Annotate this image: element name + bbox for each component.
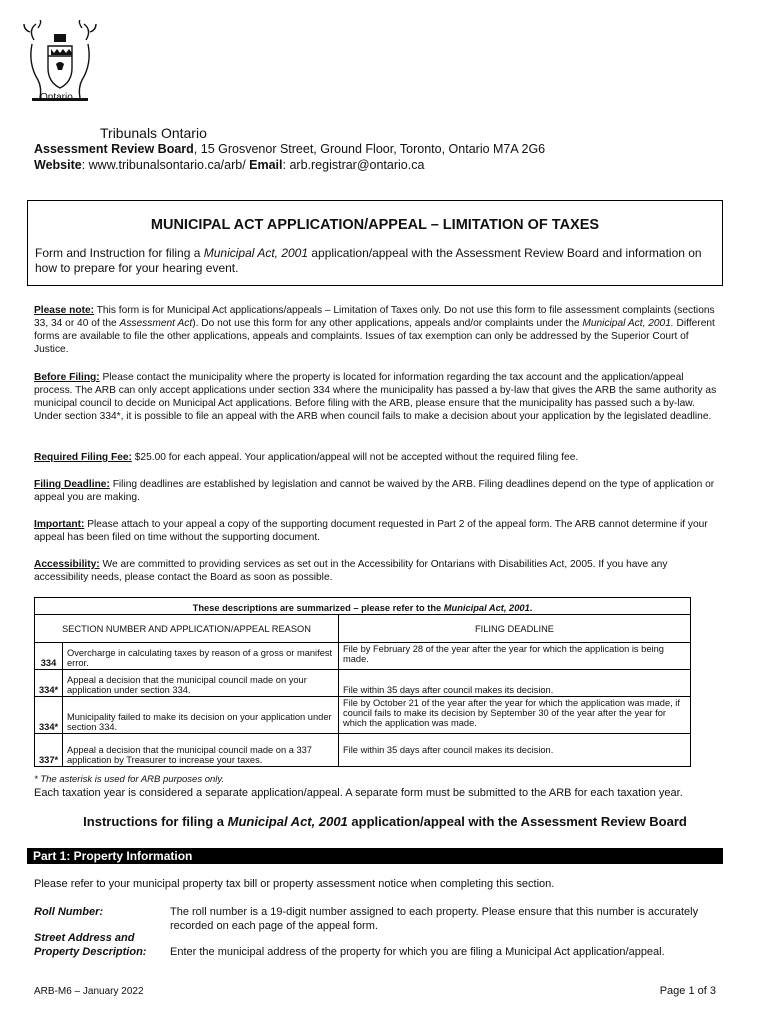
caption-end: . [529, 603, 533, 613]
table-caption-row [35, 598, 691, 615]
document-title: MUNICIPAL ACT APPLICATION/APPEAL – LIMITATION OF TAXES [150, 217, 600, 233]
before-filing-text: Please contact the municipality where the property is located for information regarding the tax account and the application/appeal process. The ARB can only accept applications under section 334 where the municipality has passed a by-law that gives the ARB the same authority as municipal council to decide on Municipal Act applications. Before filing with the ARB, please ensure that the municipality has passed such a by-law. Under section 334*, it is possible to file an appeal with the ARB when council fails to make a decision about your application by the legislated deadline. [34, 372, 717, 422]
table-row [35, 734, 691, 767]
org-name: Tribunals Ontario [100, 125, 207, 141]
important-label: Important: [34, 519, 85, 530]
street-address-description: Enter the municipal address of the property for which you are filing a Municipal Act application/appeal. [170, 946, 665, 958]
column-header-deadline: FILING DEADLINE [339, 615, 691, 643]
email-link[interactable]: : arb.registrar@ontario.ca [282, 158, 425, 172]
please-note-act: Assessment Act [119, 318, 193, 329]
board-address: , 15 Grosvenor Street, Ground Floor, Toronto, Ontario M7A 2G6 [193, 142, 546, 156]
form-id-footer: ARB-M6 – January 2022 [34, 986, 144, 997]
table-caption [35, 598, 691, 615]
part1-section-bar: Part 1: Property Information [27, 848, 723, 864]
instructions-heading [0, 814, 770, 829]
section-number: 334* [35, 670, 63, 697]
table-row [35, 697, 691, 734]
subtitle-text-end: application/appeal with the Assessment Review Board and information on how to prepare for your hearing event. [35, 246, 702, 275]
filing-deadline-paragraph [34, 478, 724, 504]
application-reason: Municipality failed to make its decision on your application under section 334. [63, 697, 339, 734]
deadlines-table [34, 597, 691, 767]
asterisk-note: * The asterisk is used for ARB purposes only. [34, 774, 225, 785]
filing-fee-paragraph [34, 451, 724, 464]
taxation-year-note: Each taxation year is considered a separate application/appeal. A separate form must be submitted to the ARB for each taxation year. [34, 787, 683, 799]
before-filing-label: Before Filing: [34, 372, 100, 383]
important-text: Please attach to your appeal a copy of the supporting document requested in Part 2 of the appeal form. The ARB cannot determine if your appeal has been filed on time without the supporting document. [34, 519, 708, 543]
application-reason: Overcharge in calculating taxes by reason of a gross or manifest error. [63, 643, 339, 670]
section-number: 337* [35, 734, 63, 767]
logo-caption: Ontario [40, 92, 73, 103]
application-reason: Appeal a decision that the municipal council made on a 337 application by Treasurer to increase your taxes. [63, 734, 339, 767]
filing-deadline-text: Filing deadlines are established by legislation and cannot be waived by the ARB. Filing deadlines depend on the type of application or appeal you are making. [34, 479, 715, 503]
contact-line [34, 158, 424, 172]
filing-deadline: File within 35 days after council makes its decision. [339, 670, 691, 697]
table-header-row [35, 615, 691, 643]
filing-deadline: File by October 21 of the year after the year for which the application was made, if council fails to make its decision by September 30 of the year after the year for which the application was made. [339, 697, 691, 734]
column-header-section: SECTION NUMBER AND APPLICATION/APPEAL REASON [35, 615, 339, 643]
website-label: Website [34, 158, 82, 172]
page-number: Page 1 of 3 [659, 985, 716, 997]
filing-deadline-label: Filing Deadline: [34, 479, 110, 490]
before-filing-paragraph [34, 371, 724, 423]
please-note-act-2: Municipal Act, 2001. [582, 318, 674, 329]
heading-text-end: application/appeal with the Assessment Review Board [347, 814, 687, 829]
street-address-label: Street Address and Property Description: [34, 932, 147, 958]
accessibility-paragraph [34, 558, 724, 584]
please-note-text: This form is for Municipal Act applications/appeals – Limitation of Taxes only. Do not use this form to file assessment complaints (sections 33, 34 or 40 of the [34, 305, 715, 329]
section-number: 334* [35, 697, 63, 734]
roll-number-description: The roll number is a 19-digit number assigned to each property. Please ensure that this number is accurately recorded on each page of the appeal form. [170, 906, 699, 932]
subtitle-text: Form and Instruction for filing a [35, 246, 204, 260]
document-subtitle [35, 246, 715, 276]
table-row [35, 670, 691, 697]
please-note-text-3: Different forms are available to file the other applications, appeals and complaints. Issues of tax exemption can only be addressed by the Superior Court of Justice. [34, 318, 715, 355]
section-number: 334 [35, 643, 63, 670]
please-note-paragraph [34, 304, 724, 356]
board-address-line [34, 142, 545, 156]
board-name: Assessment Review Board [34, 142, 194, 156]
please-note-label: Please note: [34, 305, 95, 316]
title-box [27, 200, 723, 286]
heading-act: Municipal Act, 2001 [227, 814, 348, 829]
important-paragraph [34, 518, 724, 544]
filing-fee-text: $25.00 for each appeal. Your application/appeal will not be accepted without the required filing fee. [131, 452, 579, 463]
please-note-text-2: ). Do not use this form for any other applications, appeals and/or complaints under the [192, 318, 583, 329]
heading-text: Instructions for filing a [83, 814, 228, 829]
website-link[interactable]: : www.tribunalsontario.ca/arb/ [81, 158, 250, 172]
filing-deadline: File within 35 days after council makes its decision. [339, 734, 691, 767]
filing-fee-label: Required Filing Fee: [34, 452, 132, 463]
application-reason: Appeal a decision that the municipal council made on your application under section 334. [63, 670, 339, 697]
accessibility-label: Accessibility: [34, 559, 100, 570]
table-row [35, 643, 691, 670]
caption-act: Municipal Act, 2001 [443, 603, 530, 613]
caption-text: These descriptions are summarized – please refer to the [192, 603, 444, 613]
roll-number-label: Roll Number: [34, 906, 104, 918]
email-label: Email [249, 158, 283, 172]
subtitle-act: Municipal Act, 2001 [203, 246, 309, 260]
accessibility-text: We are committed to providing services as set out in the Accessibility for Ontarians with Disabilities Act, 2005. If you have any accessibility needs, please contact the Board as soon as possible. [34, 559, 668, 583]
filing-deadline: File by February 28 of the year after the year for which the application is being made. [339, 643, 691, 670]
part1-intro: Please refer to your municipal property tax bill or property assessment notice when completing this section. [34, 878, 555, 890]
